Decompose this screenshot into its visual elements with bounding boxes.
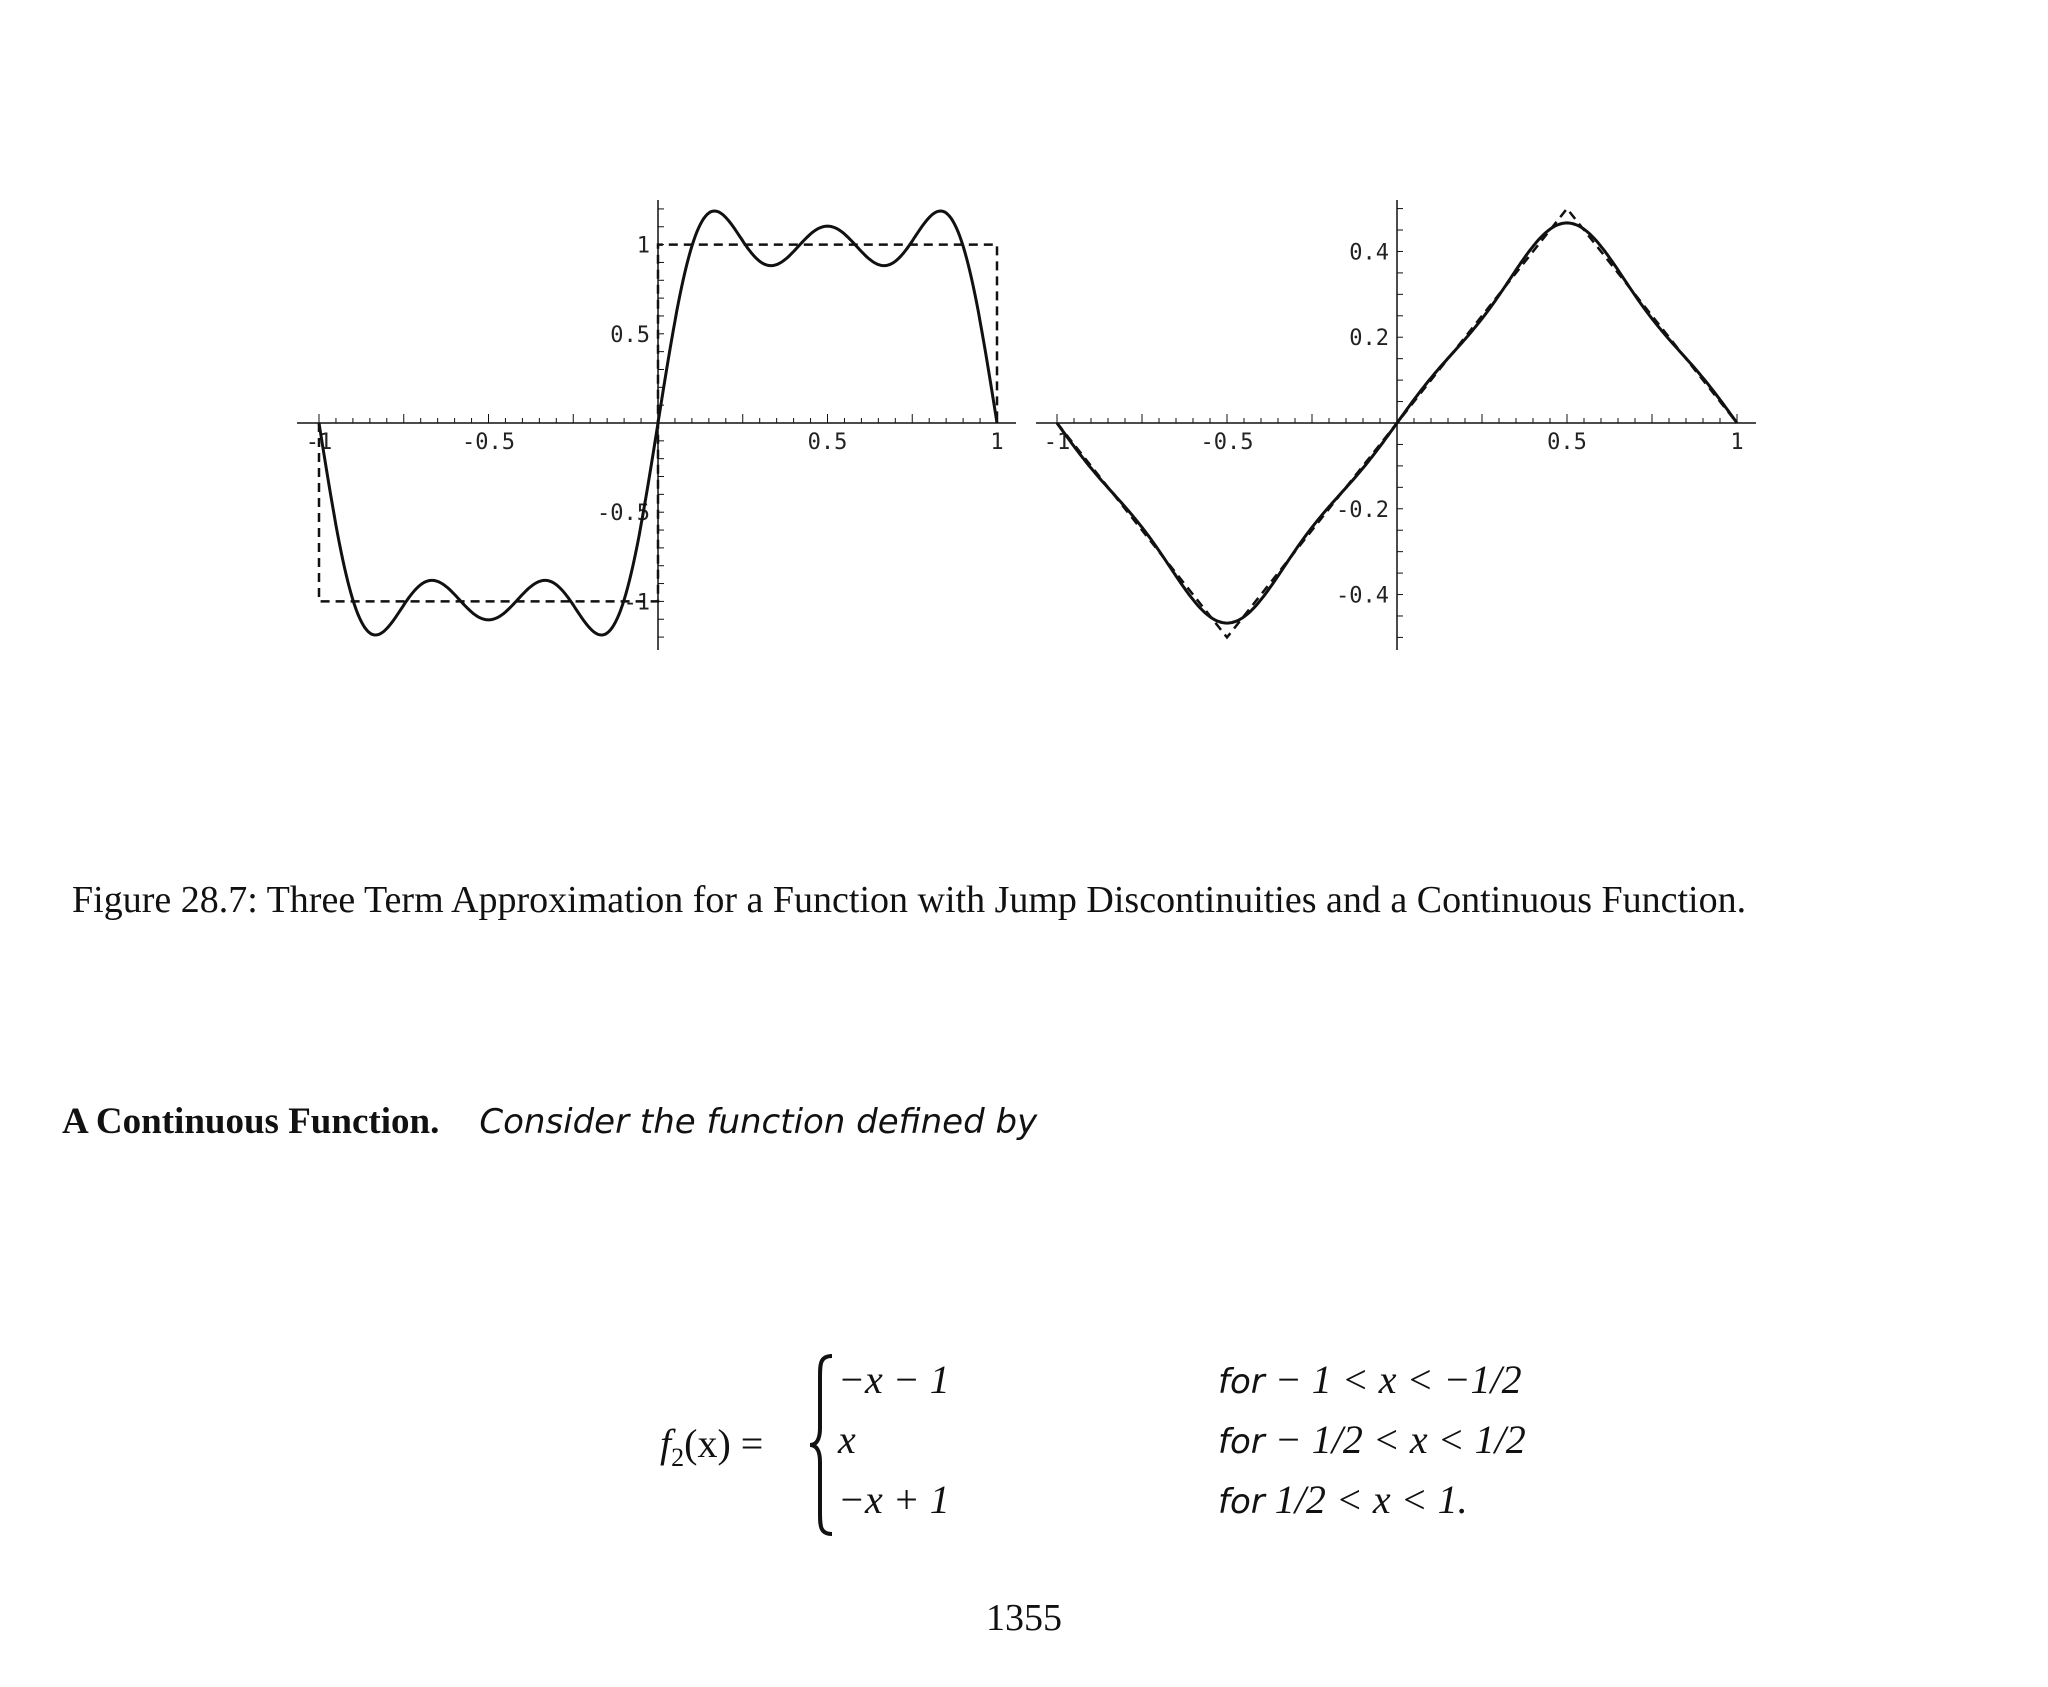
y-tick-label: -1 (623, 590, 650, 616)
x-tick-label: -1 (1043, 430, 1071, 455)
y-tick-label: -0.2 (1336, 497, 1389, 523)
plot-square-wave (297, 200, 1016, 650)
equation-lhs-fn: f (660, 1421, 672, 1466)
x-tick-label: 1 (1730, 430, 1744, 455)
equation-lhs-subscript: 2 (671, 1443, 685, 1472)
case-condition (1218, 1356, 1522, 1403)
x-tick-label: -0.5 (462, 430, 515, 455)
x-tick-label: 0.5 (1547, 430, 1587, 455)
case-for-word: for (1218, 1422, 1265, 1462)
x-tick-label: 1 (990, 430, 1004, 455)
x-tick-label: -1 (305, 430, 333, 455)
piecewise-equation (660, 1350, 1526, 1540)
case-expression: −x + 1 (838, 1477, 950, 1522)
y-tick-label: 0.5 (610, 322, 650, 348)
case-condition-text: − 1/2 < x < 1/2 (1264, 1417, 1526, 1462)
left-brace-icon (808, 1350, 838, 1540)
section-body: Consider the function defined by (479, 1102, 1038, 1142)
section-paragraph (62, 1100, 1037, 1143)
figure-plots (0, 0, 2048, 700)
y-tick-label: 0.4 (1349, 240, 1389, 266)
page-number: 1355 (986, 1597, 1062, 1639)
x-tick-label: -0.5 (1200, 430, 1254, 455)
plot-triangle-wave (1036, 200, 1756, 650)
y-tick-label: 1 (636, 233, 650, 259)
case-condition-text: 1/2 < x < 1. (1264, 1477, 1468, 1522)
equation-lhs (660, 1420, 763, 1473)
case-condition (1218, 1416, 1526, 1463)
case-for-word: for (1218, 1482, 1265, 1522)
case-condition (1218, 1476, 1468, 1523)
case-expression: −x − 1 (838, 1357, 950, 1402)
x-tick-label: 0.5 (807, 430, 848, 455)
case-expression: x (838, 1417, 856, 1462)
section-title: A Continuous Function. (62, 1101, 440, 1142)
y-tick-label: 0.2 (1349, 326, 1389, 352)
case-condition-text: − 1 < x < −1/2 (1264, 1357, 1522, 1402)
figure-caption: Figure 28.7: Three Term Approximation for a Function with Jump Discontinuities and a Continuous Function. (72, 879, 1747, 921)
y-tick-label: -0.4 (1336, 583, 1389, 609)
y-tick-label: -0.5 (597, 501, 650, 527)
equation-lhs-arg: (x) = (684, 1421, 764, 1466)
plots-svg (0, 0, 2048, 700)
case-for-word: for (1218, 1362, 1265, 1402)
